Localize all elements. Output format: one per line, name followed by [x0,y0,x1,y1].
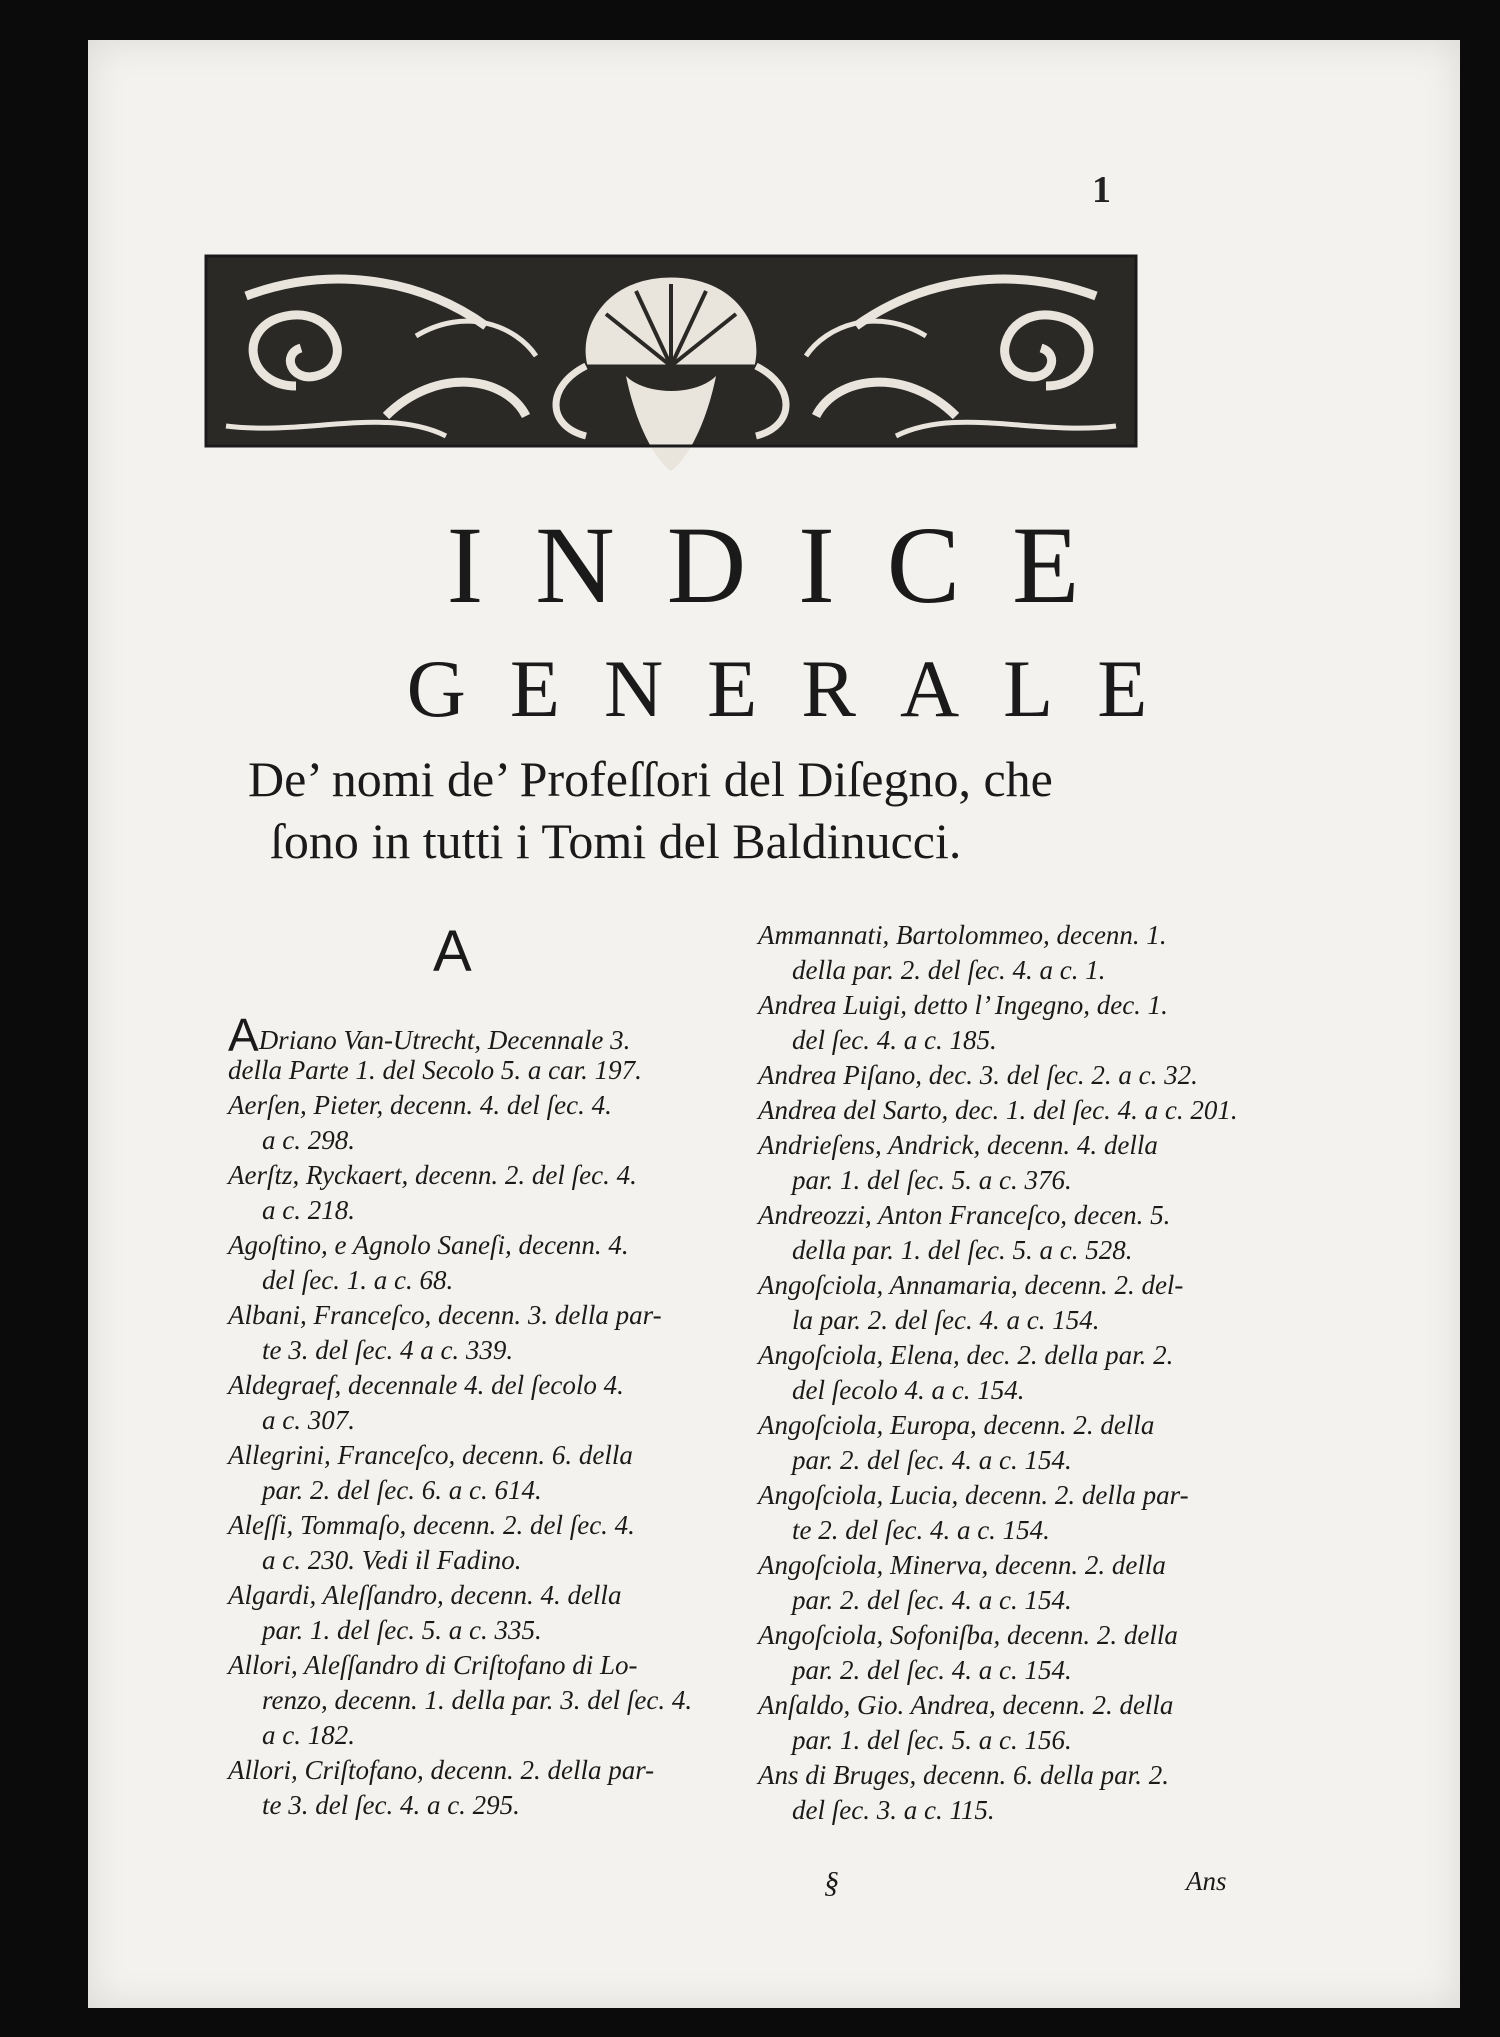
entry-line: Ans di Bruges, decenn. 6. della par. 2. [758,1760,1169,1790]
entry-line: Angoſciola, Annamaria, decenn. 2. del- [758,1270,1184,1300]
entry-line: Allori, Aleſſandro di Criſtofano di Lo- [228,1650,638,1680]
ornamental-headpiece-icon [186,236,1156,481]
index-entry [228,1368,698,1438]
entry-line: a c. 307. [262,1405,355,1435]
entry-line: Anſaldo, Gio. Andrea, decenn. 2. della [758,1690,1174,1720]
entry-line: te 3. del ſec. 4. a c. 295. [262,1790,520,1820]
index-entry [758,1058,1258,1093]
entry-line: te 2. del ſec. 4. a c. 154. [792,1515,1050,1545]
entry-line: Aerſen, Pieter, decenn. 4. del ſec. 4. [228,1090,612,1120]
entry-line: del ſec. 1. a c. 68. [262,1265,454,1295]
index-entry [758,1268,1258,1338]
entry-line: Allori, Criſtofano, decenn. 2. della par- [228,1755,655,1785]
index-entry [228,1508,698,1578]
index-entry [228,1088,698,1158]
entry-line: Angoſciola, Elena, dec. 2. della par. 2. [758,1340,1174,1370]
title-indice: INDICE [446,504,1132,626]
entry-line: del ſec. 3. a c. 115. [792,1795,995,1825]
entry-line: Angoſciola, Europa, decenn. 2. della [758,1410,1155,1440]
page-number: 1 [1092,169,1111,211]
entry-line: della par. 1. del ſec. 5. a c. 528. [792,1235,1133,1265]
entry-line: par. 2. del ſec. 4. a c. 154. [792,1585,1072,1615]
left-column [228,1009,698,1823]
section-letter: A [433,919,472,984]
entry-line: Andreozzi, Anton Franceſco, decen. 5. [758,1200,1171,1230]
index-entry [758,1548,1258,1618]
index-entry [758,1688,1258,1758]
entry-line: a c. 218. [262,1195,355,1225]
page [88,40,1460,2008]
entry-line: Agoſtino, e Agnolo Saneſi, decenn. 4. [228,1230,629,1260]
entry-line: a c. 230. Vedi il Fadino. [262,1545,522,1575]
entry-line: Albani, Franceſco, decenn. 3. della par- [228,1300,662,1330]
index-entry [228,1578,698,1648]
entry-line: par. 1. del ſec. 5. a c. 335. [262,1615,542,1645]
entry-line: della Parte 1. del Secolo 5. a car. 197. [228,1055,642,1085]
title-generale: GENERALE [406,643,1192,734]
entry-line: del ſec. 4. a c. 185. [792,1025,997,1055]
entry-line: par. 2. del ſec. 4. a c. 154. [792,1445,1072,1475]
entry-line: Ammannati, Bartolommeo, decenn. 1. [758,920,1167,950]
index-entry [758,1478,1258,1548]
index-entry [228,1753,698,1823]
entry-line: Aleſſi, Tommaſo, decenn. 2. del ſec. 4. [228,1510,635,1540]
right-column [758,918,1258,1828]
signature-mark: § [824,1866,839,1899]
entry-line: Andrea Piſano, dec. 3. del ſec. 2. a c. 32. [758,1060,1198,1090]
index-entry [758,1338,1258,1408]
entry-line: Algardi, Aleſſandro, decenn. 4. della [228,1580,622,1610]
entry-line: Driano Van-Utrecht, Decennale 3. [258,1025,631,1055]
entry-line: par. 1. del ſec. 5. a c. 156. [792,1725,1072,1755]
index-entry [758,1198,1258,1268]
entry-line: te 3. del ſec. 4 a c. 339. [262,1335,514,1365]
index-entry [228,1438,698,1508]
index-entry [228,1648,698,1753]
index-entry [758,1618,1258,1688]
entry-line: Allegrini, Franceſco, decenn. 6. della [228,1440,633,1470]
entry-line: Andrea Luigi, detto l’ Ingegno, dec. 1. [758,990,1168,1020]
entry-line: a c. 298. [262,1125,355,1155]
index-entry [758,1408,1258,1478]
entry-line: Angoſciola, Lucia, decenn. 2. della par- [758,1480,1189,1510]
index-entry [228,1009,698,1088]
entry-line: par. 2. del ſec. 4. a c. 154. [792,1655,1072,1685]
subtitle-line-2: ſono in tutti i Tomi del Baldinucci. [270,813,962,869]
drop-cap: A [228,1009,259,1061]
entry-line: par. 2. del ſec. 6. a c. 614. [262,1475,542,1505]
index-entry [228,1298,698,1368]
index-entry [758,988,1258,1058]
catchword: Ans [1186,1866,1227,1896]
index-entry [758,1093,1258,1128]
index-entry [758,1758,1258,1828]
index-entry [228,1158,698,1228]
index-entry [758,1128,1258,1198]
entry-line: renzo, decenn. 1. della par. 3. del ſec. 4. [262,1685,693,1715]
entry-line: Aerſtz, Ryckaert, decenn. 2. del ſec. 4. [228,1160,637,1190]
entry-line: a c. 182. [262,1720,355,1750]
entry-line: par. 1. del ſec. 5. a c. 376. [792,1165,1072,1195]
entry-line: Aldegraef, decennale 4. del ſecolo 4. [228,1370,624,1400]
subtitle-line-1: De’ nomi de’ Profeſſori del Diſegno, che [248,751,1053,807]
entry-line: Andrea del Sarto, dec. 1. del ſec. 4. a c. 201. [758,1095,1238,1125]
index-entry [758,918,1258,988]
entry-line: della par. 2. del ſec. 4. a c. 1. [792,955,1106,985]
index-entry [228,1228,698,1298]
subtitle [248,748,1308,872]
entry-line: del ſecolo 4. a c. 154. [792,1375,1025,1405]
entry-line: la par. 2. del ſec. 4. a c. 154. [792,1305,1100,1335]
entry-line: Andrieſens, Andrick, decenn. 4. della [758,1130,1158,1160]
entry-line: Angoſciola, Minerva, decenn. 2. della [758,1550,1166,1580]
entry-line: Angoſciola, Sofoniſba, decenn. 2. della [758,1620,1178,1650]
